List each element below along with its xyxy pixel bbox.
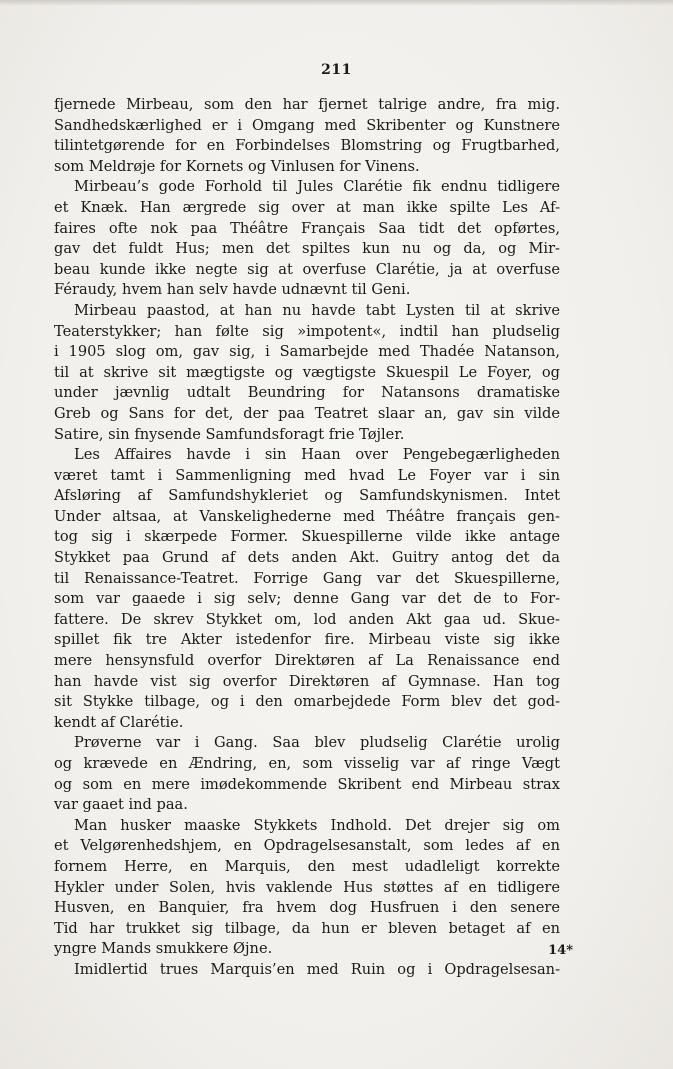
text-line: Sandhedskærlighed er i Omgang med Skribenter og Kunstnere <box>54 116 560 134</box>
text-line: Satire, sin fnysende Samfundsforagt frie Tøjler. <box>54 425 405 443</box>
text-line: et Knæk. Han ærgrede sig over at man ikke spilte Les Af- <box>54 198 560 216</box>
text-line: Les Affaires havde i sin Haan over Pengebegærligheden <box>74 446 560 464</box>
text-line: som Meldrøje for Kornets og Vinlusen for Vinens. <box>54 157 420 175</box>
text-line: fornem Herre, en Marquis, den mest udadleligt korrekte <box>54 857 560 875</box>
signature-mark: 14* <box>548 943 573 958</box>
text-line: under jævnlig udtalt Beundring for Natansons dramatiske <box>54 384 560 402</box>
text-line: fattere. De skrev Stykket om, lod anden Akt gaa ud. Skue- <box>54 610 560 628</box>
text-line: Greb og Sans for det, der paa Teatret slaar an, gav sin vilde <box>54 404 560 422</box>
text-line: Féraudy, hvem han selv havde udnævnt til Geni. <box>54 281 411 299</box>
text-line: Hykler under Solen, hvis vaklende Hus støttes af en tidligere <box>54 878 560 896</box>
text-line: kendt af Clarétie. <box>54 713 184 731</box>
text-line: yngre Mands smukkere Øjne. <box>54 940 273 958</box>
text-line: sit Stykke tilbage, og i den omarbejdede Form blev det god- <box>54 693 560 711</box>
text-line: beau kunde ikke negte sig at overfuse Clarétie, ja at overfuse <box>54 260 560 278</box>
text-line: fjernede Mirbeau, som den har fjernet talrige andre, fra mig. <box>54 96 560 113</box>
text-line: i 1905 slog om, gav sig, i Samarbejde med Thadée Natanson, <box>54 343 560 361</box>
text-line: som var gaaede i sig selv; denne Gang var det de to For- <box>54 590 560 608</box>
text-line: til at skrive sit mægtigste og vægtigste Skuespil Le Foyer, og <box>54 363 560 381</box>
text-line: var gaaet ind paa. <box>54 796 188 814</box>
text-line: Husven, en Banquier, fra hvem dog Husfruen i den senere <box>54 899 560 917</box>
text-line: spillet fik tre Akter istedenfor fire. Mirbeau viste sig ikke <box>54 631 560 649</box>
body-text <box>54 95 560 981</box>
page-edge-shadow <box>0 0 673 6</box>
text-line: og som en mere imødekommende Skribent end Mirbeau strax <box>54 775 560 793</box>
text-line: Mirbeau paastod, at han nu havde tabt Lysten til at skrive <box>74 301 560 319</box>
text-line: tog sig i skærpede Former. Skuespillerne vilde ikke antage <box>54 528 560 546</box>
page-number: 211 <box>321 62 352 78</box>
text-line: han havde vist sig overfor Direktøren af Gymnase. Han tog <box>54 672 560 690</box>
text-line: mere hensynsfuld overfor Direktøren af La Renaissance end <box>54 652 560 670</box>
text-line: været tamt i Sammenligning med hvad Le Foyer var i sin <box>54 466 560 484</box>
text-line: tilintetgørende for en Forbindelses Blomstring og Frugtbarhed, <box>54 137 560 155</box>
text-line: Man husker maaske Stykkets Indhold. Det drejer sig om <box>74 816 560 834</box>
text-line: gav det fuldt Hus; men det spiltes kun nu og da, og Mir- <box>54 240 560 258</box>
text-line: faires ofte nok paa Théâtre Français Saa tidt det opførtes, <box>54 219 560 237</box>
text-line: Afsløring af Samfundshykleriet og Samfundskynismen. Intet <box>54 487 560 505</box>
text-line: Imidlertid trues Marquis’en med Ruin og i Opdragelsesan- <box>74 960 560 978</box>
text-line: Under altsaa, at Vanskelighederne med Théâtre français gen- <box>54 507 560 525</box>
text-line: Mirbeau’s gode Forhold til Jules Clarétie fik endnu tidligere <box>74 178 560 196</box>
text-line: og krævede en Ændring, en, som visselig var af ringe Vægt <box>54 755 560 772</box>
text-line: til Renaissance-Teatret. Forrige Gang var det Skuespillerne, <box>54 569 560 587</box>
text-line: et Velgørenhedshjem, en Opdragelsesanstalt, som ledes af en <box>54 837 560 855</box>
text-line: Tid har trukket sig tilbage, da hun er bleven betaget af en <box>54 919 560 937</box>
text-line: Prøverne var i Gang. Saa blev pludselig Clarétie urolig <box>74 734 560 752</box>
text-line: Teaterstykker; han følte sig »impotent«, indtil han pludselig <box>54 322 560 340</box>
text-line: Stykket paa Grund af dets anden Akt. Guitry antog det da <box>54 549 560 567</box>
